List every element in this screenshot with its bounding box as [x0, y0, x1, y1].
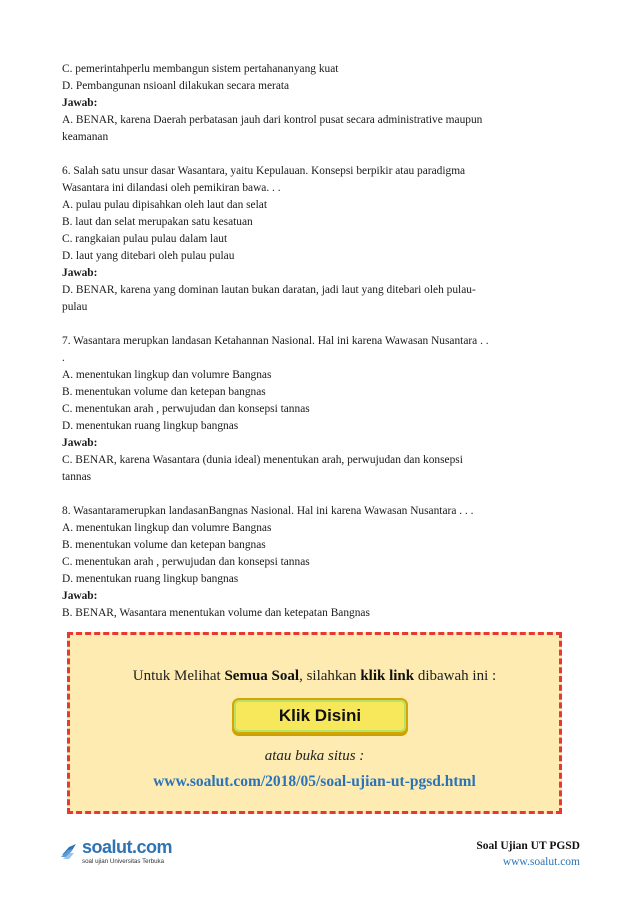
document-body [62, 61, 582, 622]
text-line: 8. Wasantaramerupkan landasanBangnas Nasional. Hal ini karena Wawasan Nusantara . . . [62, 505, 474, 517]
logo-wordmark: soalut.com [82, 837, 173, 857]
promo-text: dibawah ini : [414, 668, 497, 684]
promo-text: , silahkan [299, 668, 361, 684]
footer-title: Soal Ujian UT PGSD [476, 840, 580, 852]
answer-label: Jawab: [62, 97, 98, 109]
text-line: D. menentukan ruang lingkup bangnas [62, 420, 239, 432]
text-line: 7. Wasantara merupkan landasan Ketahannan Nasional. Hal ini karena Wawasan Nusantara . . [62, 335, 489, 347]
answer-label: Jawab: [62, 267, 98, 279]
text-line: D. Pembangunan nsioanl dilakukan secara merata [62, 80, 290, 92]
text-line: D. menentukan ruang lingkup bangnas [62, 573, 239, 585]
text-line: C. rangkaian pulau pulau dalam laut [62, 233, 228, 245]
promo-instruction [70, 668, 559, 685]
text-line: C. menentukan arah , perwujudan dan konsepsi tannas [62, 556, 310, 568]
blank-line [62, 316, 582, 333]
text-line: . [62, 352, 65, 364]
promo-text-bold-klik-link: klik link [360, 668, 415, 684]
footer-site-link[interactable]: www.soalut.com [502, 856, 580, 868]
text-line: D. laut yang ditebari oleh pulau pulau [62, 250, 235, 262]
soalut-logo[interactable] [60, 837, 180, 867]
logo-tagline: soal ujian Universitas Terbuka [82, 858, 165, 865]
promo-link[interactable]: www.soalut.com/2018/05/soal-ujian-ut-pgsd.html [153, 773, 476, 790]
text-line: tannas [62, 471, 92, 483]
answer-label: Jawab: [62, 590, 98, 602]
text-line: C. pemerintahperlu membangun sistem pertahananyang kuat [62, 63, 339, 75]
text-line: D. BENAR, karena yang dominan lautan bukan daratan, jadi laut yang ditebari oleh pulau- [62, 284, 476, 296]
promo-text-bold-semua-soal: Semua Soal [224, 668, 300, 684]
text-line: keamanan [62, 131, 109, 143]
text-line: A. BENAR, karena Daerah perbatasan jauh dari kontrol pusat secara administrative maupun [62, 114, 483, 126]
klik-disini-button[interactable]: Klik Disini [232, 698, 408, 734]
text-line: 6. Salah satu unsur dasar Wasantara, yaitu Kepulauan. Konsepsi berpikir atau paradigma [62, 165, 466, 177]
text-line: A. menentukan lingkup dan volumre Bangnas [62, 369, 272, 381]
text-line: B. menentukan volume dan ketepan bangnas [62, 539, 266, 551]
text-line: B. BENAR, Wasantara menentukan volume dan ketepatan Bangnas [62, 607, 370, 619]
footer-info [476, 838, 580, 870]
promo-subtext: atau buka situs : [264, 748, 365, 764]
text-line: B. laut dan selat merupakan satu kesatuan [62, 216, 253, 228]
text-line: A. menentukan lingkup dan volumre Bangnas [62, 522, 272, 534]
text-line: pulau [62, 301, 88, 313]
blank-line [62, 486, 582, 503]
text-line: A. pulau pulau dipisahkan oleh laut dan selat [62, 199, 267, 211]
book-icon [60, 841, 80, 861]
blank-line [62, 146, 582, 163]
promo-text: Untuk Melihat [132, 668, 225, 684]
text-line: C. BENAR, karena Wasantara (dunia ideal) menentukan arah, perwujudan dan konsepsi [62, 454, 463, 466]
promo-box [67, 632, 562, 814]
text-line: Wasantara ini dilandasi oleh pemikiran bawa. . . [62, 182, 281, 194]
text-line: C. menentukan arah , perwujudan dan konsepsi tannas [62, 403, 310, 415]
answer-label: Jawab: [62, 437, 98, 449]
text-line: B. menentukan volume dan ketepan bangnas [62, 386, 266, 398]
